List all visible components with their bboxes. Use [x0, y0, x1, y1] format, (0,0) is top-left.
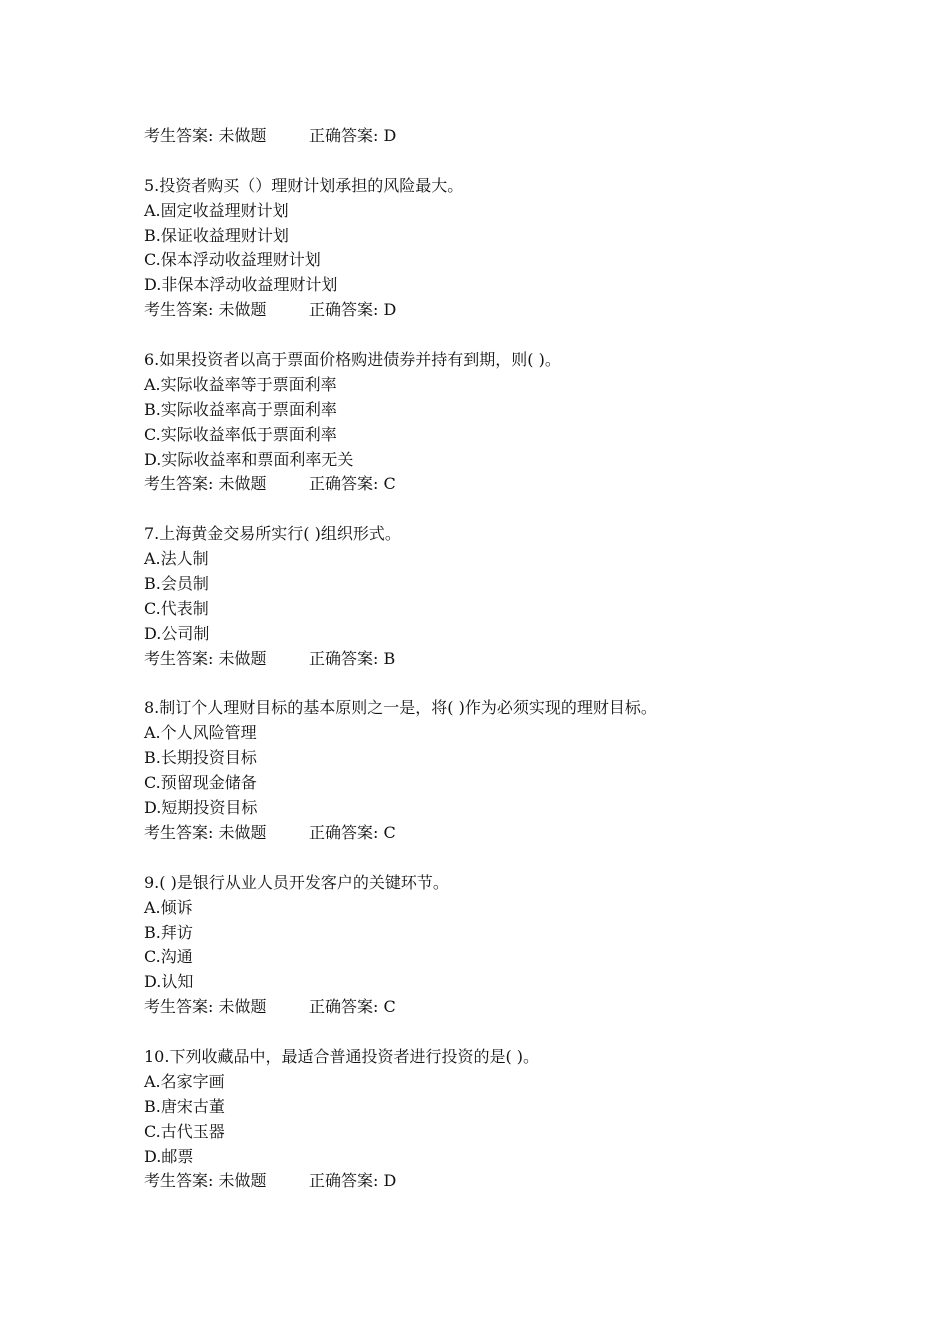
- option-a: A.名家字画: [144, 1071, 225, 1091]
- correct-answer: 正确答案: D: [309, 1171, 397, 1191]
- question-5: [144, 174, 844, 323]
- question-stem: 10.下列收藏品中，最适合普通投资者进行投资的是( )。: [144, 1046, 540, 1066]
- answer-row: [144, 995, 844, 1020]
- question-8: [144, 696, 844, 845]
- option-b: B.唐宋古董: [144, 1096, 225, 1116]
- spacer: [144, 1020, 844, 1045]
- student-answer: 考生答案: 未做题: [144, 126, 267, 145]
- student-answer: 考生答案: 未做题: [144, 822, 267, 842]
- option-c: C.代表制: [144, 598, 209, 618]
- option-a: A.固定收益理财计划: [144, 200, 289, 220]
- correct-answer: 正确答案: C: [309, 822, 396, 842]
- option-a: A.个人风险管理: [144, 723, 257, 743]
- student-answer: 考生答案: 未做题: [144, 1171, 267, 1191]
- exam-document: [144, 124, 844, 1194]
- spacer: [144, 672, 844, 697]
- option-d: D.实际收益率和票面利率无关: [144, 449, 354, 469]
- question-6: [144, 348, 844, 497]
- correct-answer: 正确答案: B: [309, 648, 396, 668]
- option-c: C.沟通: [144, 947, 193, 967]
- student-answer: 考生答案: 未做题: [144, 997, 267, 1017]
- answer-row: [144, 472, 844, 497]
- option-c: C.预留现金储备: [144, 773, 257, 793]
- question-stem: 7.上海黄金交易所实行( )组织形式。: [144, 524, 401, 544]
- option-d: D.认知: [144, 972, 194, 992]
- option-d: D.短期投资目标: [144, 798, 258, 818]
- student-answer: 考生答案: 未做题: [144, 648, 267, 668]
- option-a: A.法人制: [144, 549, 209, 569]
- spacer: [144, 149, 844, 174]
- option-c: C.保本浮动收益理财计划: [144, 250, 321, 270]
- question-stem: 5.投资者购买（）理财计划承担的风险最大。: [144, 175, 464, 195]
- option-a: A.实际收益率等于票面利率: [144, 374, 337, 394]
- correct-answer: 正确答案: C: [309, 997, 396, 1017]
- option-b: B.实际收益率高于票面利率: [144, 399, 337, 419]
- option-d: D.非保本浮动收益理财计划: [144, 275, 338, 295]
- student-answer: 考生答案: 未做题: [144, 300, 267, 320]
- spacer: [144, 846, 844, 871]
- student-answer: 考生答案: 未做题: [144, 474, 267, 494]
- option-d: D.邮票: [144, 1146, 194, 1166]
- option-b: B.会员制: [144, 574, 209, 594]
- correct-answer: 正确答案: C: [309, 474, 396, 494]
- option-c: C.古代玉器: [144, 1121, 225, 1141]
- option-a: A.倾诉: [144, 897, 193, 917]
- option-b: B.长期投资目标: [144, 748, 257, 768]
- question-7: [144, 522, 844, 671]
- correct-answer: 正确答案: D: [309, 300, 397, 320]
- option-c: C.实际收益率低于票面利率: [144, 424, 337, 444]
- option-b: B.拜访: [144, 922, 193, 942]
- question-10: [144, 1045, 844, 1194]
- question-stem: 9.( )是银行从业人员开发客户的关键环节。: [144, 872, 449, 892]
- answer-row: [144, 821, 844, 846]
- answer-row-q4: [144, 124, 844, 149]
- answer-row: [144, 1169, 844, 1194]
- question-stem: 8.制订个人理财目标的基本原则之一是，将( )作为必须实现的理财目标。: [144, 698, 657, 718]
- answer-row: [144, 647, 844, 672]
- question-9: [144, 871, 844, 1020]
- option-b: B.保证收益理财计划: [144, 225, 289, 245]
- correct-answer: 正确答案: D: [309, 126, 397, 145]
- option-d: D.公司制: [144, 623, 210, 643]
- spacer: [144, 497, 844, 522]
- spacer: [144, 323, 844, 348]
- answer-row: [144, 298, 844, 323]
- question-stem: 6.如果投资者以高于票面价格购进债券并持有到期，则( )。: [144, 350, 561, 370]
